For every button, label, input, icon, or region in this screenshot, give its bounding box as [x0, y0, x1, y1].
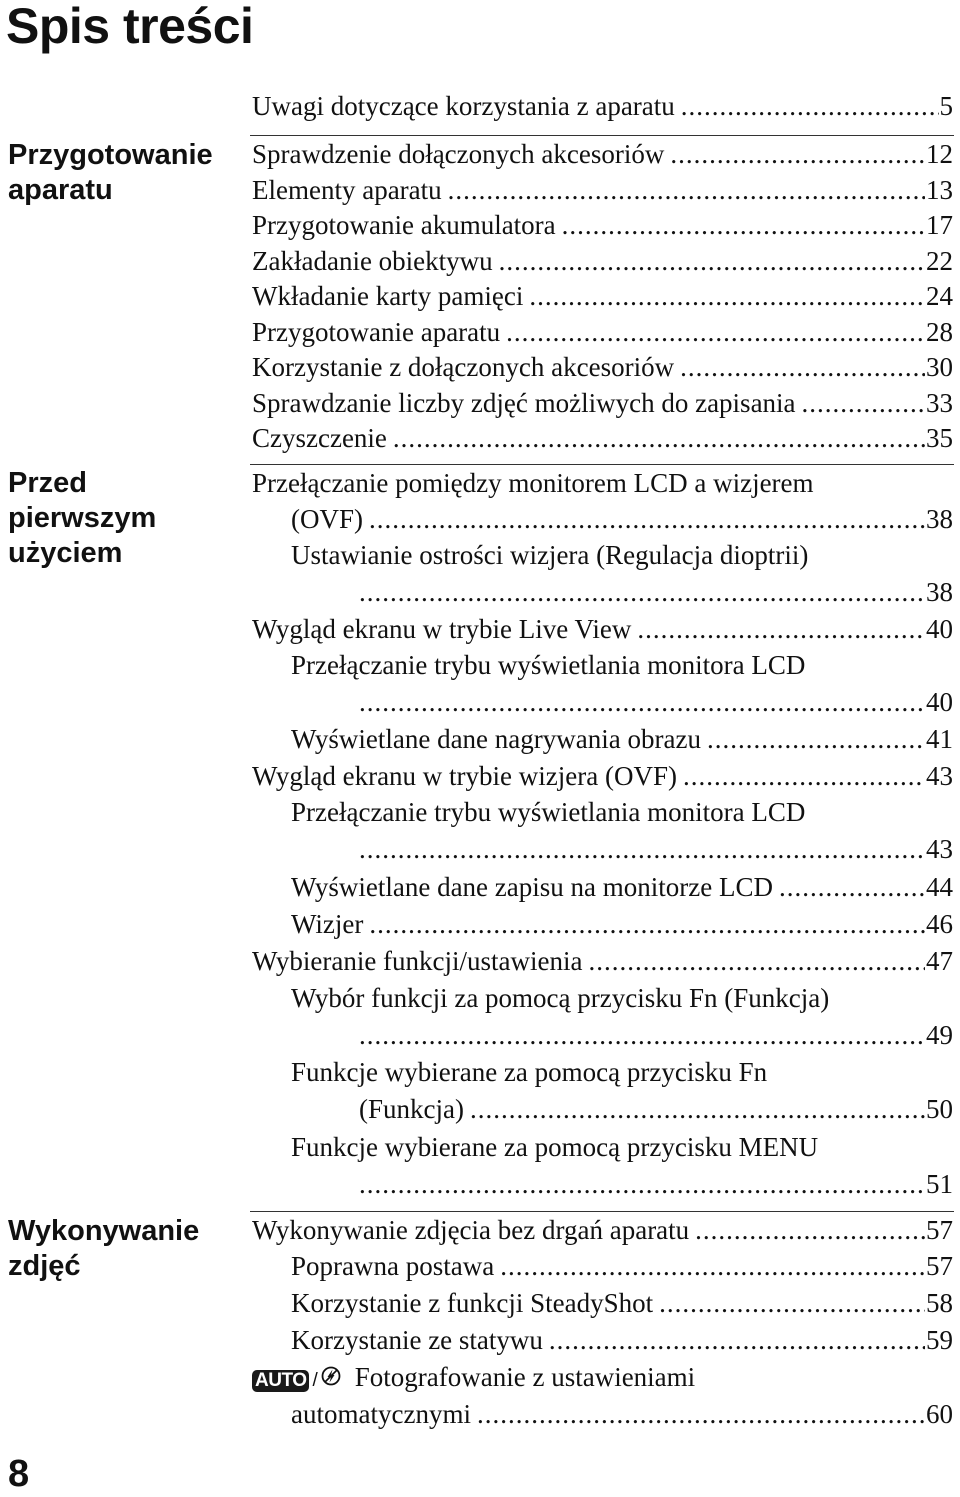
toc-entry-page: 44: [926, 872, 953, 902]
toc-entry-page: 46: [926, 909, 953, 939]
toc-entry-continuation[interactable]: [359, 574, 953, 610]
toc-entry-title: Wyświetlane dane zapisu na monitorze LCD: [291, 872, 773, 902]
toc-entry[interactable]: [252, 420, 953, 456]
toc-leader-dots: [779, 869, 925, 905]
toc-subentry[interactable]: [291, 1248, 953, 1284]
toc-entry-title: Sprawdzanie liczby zdjęć możliwych do zapisania: [252, 388, 796, 418]
toc-entry-title: Poprawna postawa: [291, 1251, 495, 1281]
toc-subentry[interactable]: [291, 1322, 953, 1358]
toc-entry[interactable]: [252, 207, 953, 243]
toc-entry[interactable]: [252, 172, 953, 208]
toc-entry-page: 50: [926, 1094, 953, 1124]
toc-entry-page: 12: [926, 139, 953, 169]
toc-entry-title: Wybieranie funkcji/ustawienia: [252, 946, 583, 976]
toc-leader-dots: [393, 420, 925, 456]
toc-leader-dots: [499, 243, 925, 279]
toc-leader-dots: [549, 1322, 925, 1358]
toc-entry-page: 57: [926, 1251, 953, 1281]
toc-entry-page: 22: [926, 246, 953, 276]
toc-subentry[interactable]: [291, 1054, 953, 1090]
toc-entry-page: 57: [926, 1215, 953, 1245]
toc-subentry[interactable]: [291, 647, 953, 683]
toc-entry[interactable]: [252, 1212, 953, 1248]
toc-entry-page: 35: [926, 423, 953, 453]
auto-mode-icon: AUTO: [252, 1370, 309, 1392]
toc-entry-title: Elementy aparatu: [252, 175, 442, 205]
toc-subentry[interactable]: [291, 1285, 953, 1321]
toc-entry-page: 30: [926, 352, 953, 382]
toc-entry[interactable]: [252, 943, 953, 979]
toc-entry-continuation[interactable]: [359, 831, 953, 867]
toc-leader-dots: [470, 1091, 925, 1127]
toc-leader-dots: [562, 207, 925, 243]
toc-entry-title: Wykonywanie zdjęcia bez drgań aparatu: [252, 1215, 690, 1245]
toc-entry-title: Przełączanie pomiędzy monitorem LCD a wizjerem: [252, 468, 814, 498]
flash-off-icon: [321, 1366, 341, 1386]
toc-leader-dots: [359, 1166, 925, 1202]
toc-leader-dots: [369, 501, 925, 537]
toc-entry-page: 33: [926, 388, 953, 418]
toc-entry-title: Przygotowanie aparatu: [252, 317, 501, 347]
toc-entry-page: 49: [926, 1020, 953, 1050]
toc-entry-page: 60: [926, 1399, 953, 1429]
toc-entry-title: Przygotowanie akumulatora: [252, 210, 556, 240]
toc-entry-page: 59: [926, 1325, 953, 1355]
page-title: Spis treści: [6, 0, 254, 54]
toc-entry-title: Wyświetlane dane nagrywania obrazu: [291, 724, 701, 754]
toc-subentry[interactable]: [291, 980, 953, 1016]
toc-entry-title: Przełączanie trybu wyświetlania monitora LCD: [291, 797, 806, 827]
toc-leader-dots: [695, 1212, 925, 1248]
toc-entry-title: automatycznymi: [291, 1399, 471, 1429]
toc-leader-dots: [683, 758, 925, 794]
section-heading: Wykonywanie zdjęć: [8, 1215, 200, 1282]
toc-entry-page: 51: [926, 1169, 953, 1199]
toc-entry-title: Uwagi dotyczące korzystania z aparatu: [252, 91, 675, 121]
toc-entry-page: 17: [926, 210, 953, 240]
toc-entry-page: 43: [926, 761, 953, 791]
toc-leader-dots: [477, 1396, 925, 1432]
section-heading: Przygotowanie aparatu: [8, 139, 213, 206]
toc-subentry[interactable]: [291, 1129, 953, 1165]
toc-entry-page: 41: [926, 724, 953, 754]
toc-entry-title: Funkcje wybierane za pomocą przycisku Fn: [291, 1057, 768, 1087]
toc-subentry[interactable]: [291, 721, 953, 757]
toc-leader-dots: [500, 1248, 925, 1284]
toc-leader-dots: [359, 574, 925, 610]
toc-entry[interactable]: [252, 385, 953, 421]
toc-entry-title: Wybór funkcji za pomocą przycisku Fn (Funkcja): [291, 983, 830, 1013]
toc-entry-title: (Funkcja): [359, 1094, 464, 1124]
toc-entry-title: Czyszczenie: [252, 423, 387, 453]
toc-leader-dots: [802, 385, 925, 421]
toc-entry-continuation[interactable]: [359, 684, 953, 720]
toc-entry[interactable]: [252, 314, 953, 350]
toc-entry-title: Wygląd ekranu w trybie wizjera (OVF): [252, 761, 677, 791]
toc-entry-title: Wizjer: [291, 909, 364, 939]
toc-leader-dots: [369, 906, 925, 942]
toc-entry-title: Ustawianie ostrości wizjera (Regulacja dioptrii): [291, 540, 809, 570]
toc-leader-dots: [506, 314, 925, 350]
toc-subentry[interactable]: [291, 537, 953, 573]
toc-leader-dots: [359, 684, 925, 720]
toc-entry-title: Funkcje wybierane za pomocą przycisku MENU: [291, 1132, 819, 1162]
toc-entry-continuation[interactable]: [291, 1396, 953, 1432]
toc-entry[interactable]: [252, 243, 953, 279]
toc-leader-dots: [589, 943, 926, 979]
toc-entry-page: 43: [926, 834, 953, 864]
toc-leader-dots: [359, 1017, 925, 1053]
toc-entry-title: Zakładanie obiektywu: [252, 246, 493, 276]
icon-separator: /: [312, 1370, 318, 1391]
toc-entry-title: Sprawdzenie dołączonych akcesoriów: [252, 139, 665, 169]
toc-entry-title: Wygląd ekranu w trybie Live View: [252, 614, 632, 644]
toc-entry-page: 47: [926, 946, 953, 976]
toc-entry[interactable]: [252, 611, 953, 647]
section-heading: Przed pierwszym użyciem: [8, 467, 157, 569]
toc-entry-page: 24: [926, 281, 953, 311]
toc-entry[interactable]: [252, 758, 953, 794]
toc-entry-title: Wkładanie karty pamięci: [252, 281, 524, 311]
toc-leader-dots: [359, 831, 925, 867]
toc-entry[interactable]: [252, 136, 953, 172]
toc-entry[interactable]: [252, 88, 953, 124]
toc-entry[interactable]: [252, 349, 953, 385]
toc-entry-page: 38: [926, 577, 953, 607]
toc-entry-page: 58: [926, 1288, 953, 1318]
toc-subentry[interactable]: [291, 869, 953, 905]
toc-entry-continuation[interactable]: [359, 1091, 953, 1127]
toc-leader-dots: [659, 1285, 925, 1321]
toc-subentry[interactable]: [291, 794, 953, 830]
toc-entry-continuation[interactable]: [359, 1166, 953, 1202]
toc-entry[interactable]: [252, 278, 953, 314]
toc-entry-page: 38: [926, 504, 953, 534]
toc-entry-title: Przełączanie trybu wyświetlania monitora LCD: [291, 650, 806, 680]
toc-entry-title: Korzystanie z dołączonych akcesoriów: [252, 352, 675, 382]
toc-entry-title: Fotografowanie z ustawieniami: [354, 1362, 696, 1392]
toc-leader-dots: [681, 88, 939, 124]
toc-entry[interactable]: [252, 1359, 953, 1395]
toc-leader-dots: [707, 721, 925, 757]
toc-entry-continuation[interactable]: [291, 501, 953, 537]
toc-entry-continuation[interactable]: [359, 1017, 953, 1053]
toc-leader-dots: [680, 349, 925, 385]
toc-leader-dots: [637, 611, 925, 647]
toc-entry[interactable]: [252, 465, 953, 501]
toc-entry-page: 28: [926, 317, 953, 347]
toc-subentry[interactable]: [291, 906, 953, 942]
toc-entry-title: (OVF): [291, 504, 363, 534]
toc-leader-dots: [529, 278, 925, 314]
toc-entry-page: 13: [926, 175, 953, 205]
toc-leader-dots: [448, 172, 925, 208]
toc-entry-title: Korzystanie ze statywu: [291, 1325, 543, 1355]
page-number: 8: [8, 1453, 30, 1495]
toc-leader-dots: [670, 136, 925, 172]
toc-entry-title: Korzystanie z funkcji SteadyShot: [291, 1288, 654, 1318]
toc-entry-page: 40: [926, 687, 953, 717]
toc-entry-page: 40: [926, 614, 953, 644]
toc-entry-page: 5: [939, 91, 953, 121]
